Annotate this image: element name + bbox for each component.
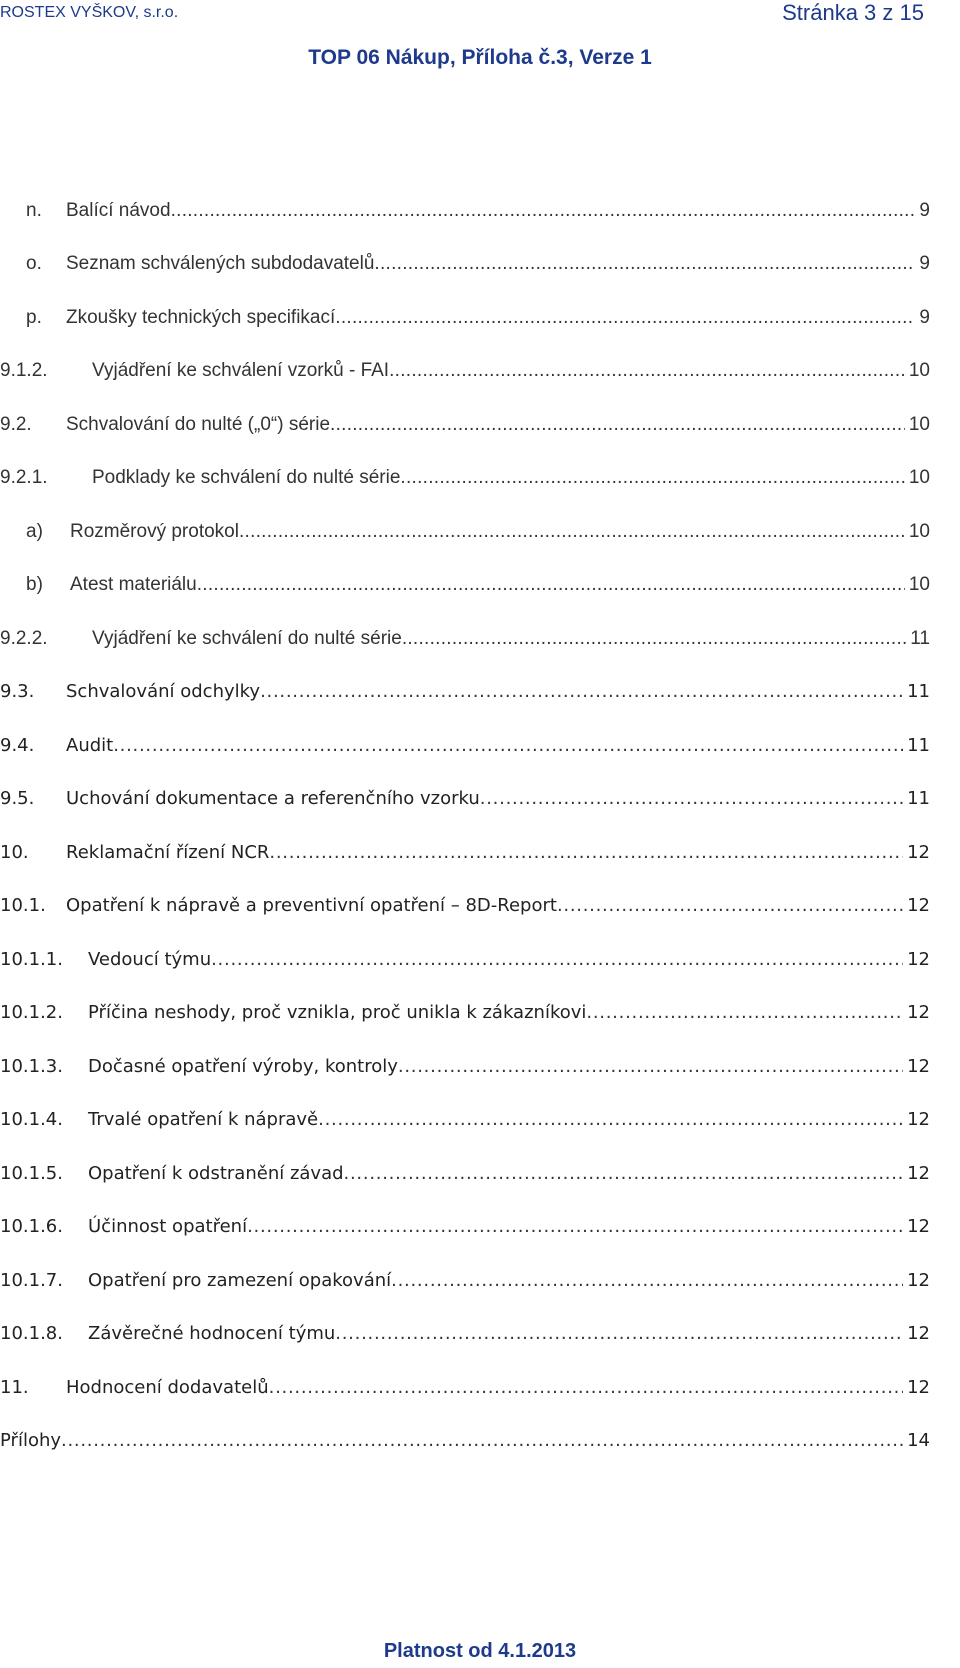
toc-entry[interactable]: [0, 574, 930, 604]
toc-entry[interactable]: [0, 895, 930, 925]
toc-entry-page: 12: [907, 1216, 930, 1237]
toc-entry-number: p.: [26, 307, 42, 328]
toc-entry-page: 12: [907, 1109, 930, 1130]
toc-entry-title: Reklamační řízení NCR: [66, 842, 270, 863]
toc-entry-page: 12: [907, 1002, 930, 1023]
toc-entry-number: 9.3.: [0, 681, 35, 702]
toc-entry[interactable]: [0, 467, 930, 497]
toc-leader-dots: [318, 1109, 903, 1130]
toc-entry[interactable]: [0, 628, 930, 658]
toc-entry-title: Trvalé opatření k nápravě: [88, 1109, 319, 1130]
toc-entry-number: a): [26, 521, 43, 542]
toc-entry-page: 11: [907, 788, 930, 809]
toc-entry[interactable]: [0, 1002, 930, 1032]
toc-entry-number: 9.1.2.: [0, 360, 48, 381]
company-name: ROSTEX VYŠKOV, s.r.o.: [0, 4, 179, 21]
toc-leader-dots: [557, 895, 903, 916]
toc-entry-number: 10.1.4.: [0, 1109, 63, 1130]
toc-leader-dots: [61, 1430, 903, 1451]
toc-entry-number: b): [26, 574, 43, 595]
toc-leader-dots: [269, 842, 903, 863]
toc-entry[interactable]: [0, 1377, 930, 1407]
toc-leader-dots: [197, 574, 905, 596]
toc-entry[interactable]: [0, 842, 930, 872]
toc-leader-dots: [211, 949, 903, 970]
toc-entry-title: Opatření pro zamezení opakování: [88, 1270, 392, 1291]
toc-entry-number: 10.1.2.: [0, 1002, 63, 1023]
toc-leader-dots: [398, 1056, 903, 1077]
toc-entry-page: 9: [919, 200, 930, 221]
toc-entry-title: Hodnocení dodavatelů: [66, 1377, 269, 1398]
toc-leader-dots: [400, 467, 904, 489]
toc-entry[interactable]: [0, 1163, 930, 1193]
toc-leader-dots: [374, 253, 915, 275]
toc-entry-title: Rozměrový protokol: [70, 521, 239, 542]
page-indicator: Stránka 3 z 15: [782, 0, 924, 25]
toc-entry[interactable]: [0, 1430, 930, 1460]
toc-entry-number: 9.2.1.: [0, 467, 48, 488]
toc-entry-page: 12: [907, 1323, 930, 1344]
toc-entry-number: n.: [26, 200, 42, 221]
toc-leader-dots: [389, 360, 905, 382]
toc-entry-page: 10: [908, 360, 930, 381]
toc-entry-title: Vedoucí týmu: [88, 949, 212, 970]
toc-entry-title: Balící návod: [66, 200, 171, 221]
toc-entry-page: 11: [907, 681, 930, 702]
toc-entry-title: Vyjádření ke schválení do nulté série: [92, 628, 402, 649]
toc-entry-number: 11.: [0, 1377, 29, 1398]
toc-entry[interactable]: [0, 360, 930, 390]
toc-entry-title: Opatření k odstranění závad: [88, 1163, 344, 1184]
toc-entry-page: 12: [907, 842, 930, 863]
toc-entry-page: 10: [908, 521, 930, 542]
toc-leader-dots: [586, 1002, 903, 1023]
toc-leader-dots: [171, 200, 916, 222]
toc-leader-dots: [335, 307, 915, 329]
toc-leader-dots: [391, 1270, 903, 1291]
toc-entry-title: Uchování dokumentace a referenčního vzorku: [66, 788, 480, 809]
toc-entry-page: 12: [907, 1377, 930, 1398]
toc-entry[interactable]: [0, 1270, 930, 1300]
toc-leader-dots: [344, 1163, 904, 1184]
toc-entry[interactable]: [0, 788, 930, 818]
toc-entry-number: 10.1.3.: [0, 1056, 63, 1077]
toc-entry-number: 10.1.6.: [0, 1216, 63, 1237]
toc-entry-title: Atest materiálu: [70, 574, 197, 595]
toc-entry-title: Podklady ke schválení do nulté série: [92, 467, 401, 488]
toc-entry-page: 9: [919, 253, 930, 274]
toc-entry-title: Seznam schválených subdodavatelů: [66, 253, 375, 274]
toc-entry-page: 11: [907, 735, 930, 756]
toc-leader-dots: [335, 1323, 903, 1344]
toc-entry[interactable]: [0, 200, 930, 230]
toc-leader-dots: [330, 414, 905, 436]
toc-entry[interactable]: [0, 949, 930, 979]
toc-entry-number: 9.2.2.: [0, 628, 48, 649]
toc-entry-number: 10.1.7.: [0, 1270, 63, 1291]
toc-leader-dots: [260, 681, 903, 702]
toc-entry-page: 12: [907, 949, 930, 970]
toc-entry[interactable]: [0, 307, 930, 337]
toc-entry-page: 10: [908, 414, 930, 435]
toc-entry-page: 11: [910, 628, 930, 649]
toc-entry-title: Zkoušky technických specifikací: [66, 307, 336, 328]
toc-leader-dots: [239, 521, 905, 543]
toc-entry-number: 10.: [0, 842, 29, 863]
toc-entry-number: 10.1.: [0, 895, 46, 916]
toc-entry-title: Příčina neshody, proč vznikla, proč unikla k zákazníkovi: [88, 1002, 587, 1023]
validity-footer: Platnost od 4.1.2013: [383, 1640, 577, 1662]
toc-leader-dots: [402, 628, 906, 650]
toc-leader-dots: [480, 788, 903, 809]
toc-entry[interactable]: [0, 1109, 930, 1139]
toc-entry-page: 12: [907, 1056, 930, 1077]
toc-entry-page: 10: [908, 574, 930, 595]
toc-entry-page: 12: [907, 1163, 930, 1184]
toc-entry[interactable]: [0, 681, 930, 711]
toc-entry-title: Opatření k nápravě a preventivní opatření – 8D-Report: [66, 895, 557, 916]
toc-entry-title: Přílohy: [0, 1430, 62, 1451]
toc-entry-title: Audit: [66, 735, 114, 756]
toc-entry-number: o.: [26, 253, 42, 274]
toc-entry[interactable]: [0, 1056, 930, 1086]
toc-leader-dots: [113, 735, 903, 756]
toc-entry[interactable]: [0, 735, 930, 765]
toc-entry-page: 12: [907, 895, 930, 916]
toc-entry-number: 9.2.: [0, 414, 32, 435]
toc-entry-page: 10: [908, 467, 930, 488]
toc-entry-page: 9: [919, 307, 930, 328]
toc-entry-title: Dočasné opatření výroby, kontroly: [88, 1056, 398, 1077]
document-title: TOP 06 Nákup, Příloha č.3, Verze 1: [308, 46, 652, 69]
toc-entry[interactable]: [0, 253, 930, 283]
toc-entry-number: 10.1.1.: [0, 949, 63, 970]
toc-entry-page: 14: [907, 1430, 930, 1451]
toc-leader-dots: [269, 1377, 903, 1398]
toc-entry-number: 10.1.5.: [0, 1163, 63, 1184]
toc-entry[interactable]: [0, 1216, 930, 1246]
toc-entry[interactable]: [0, 414, 930, 444]
toc-entry-number: 9.4.: [0, 735, 35, 756]
toc-entry-title: Účinnost opatření: [88, 1216, 248, 1237]
toc-leader-dots: [247, 1216, 903, 1237]
toc-entry[interactable]: [0, 521, 930, 551]
toc-entry-title: Schvalování do nulté („0“) série: [66, 414, 331, 435]
toc-entry-number: 10.1.8.: [0, 1323, 63, 1344]
toc-entry-title: Schvalování odchylky: [66, 681, 261, 702]
toc-entry-page: 12: [907, 1270, 930, 1291]
toc-entry[interactable]: [0, 1323, 930, 1353]
toc-entry-title: Vyjádření ke schválení vzorků - FAI: [92, 360, 390, 381]
toc-entry-number: 9.5.: [0, 788, 35, 809]
toc-entry-title: Závěrečné hodnocení týmu: [88, 1323, 336, 1344]
